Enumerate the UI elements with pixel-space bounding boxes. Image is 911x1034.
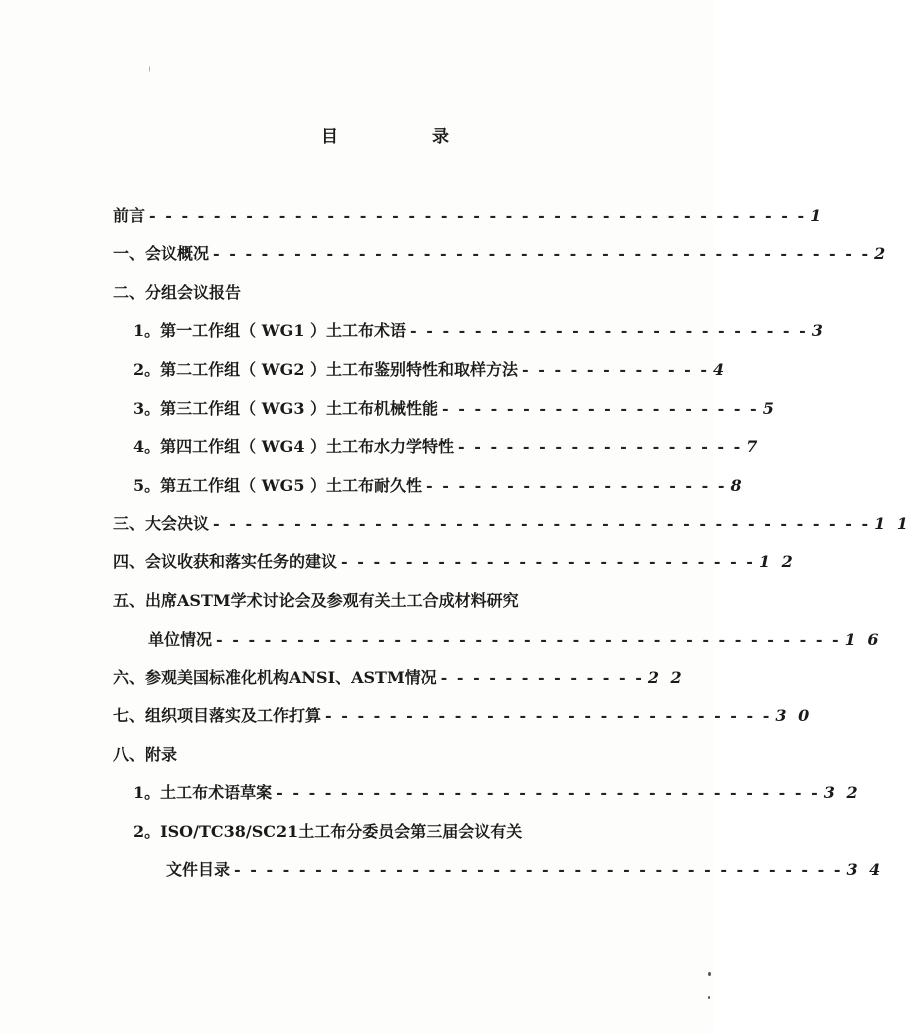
toc-entry-label: 四、会议收获和落实任务的建议 bbox=[113, 552, 338, 571]
toc-entry-label: 1。土工布术语草案 bbox=[133, 783, 273, 802]
toc-entry bbox=[113, 742, 618, 768]
toc-entry bbox=[113, 549, 796, 575]
leader-dashes: - - - - - - - - - - - - - bbox=[440, 668, 644, 687]
leader-dashes: - - - - - - - - - - - - - - - - - - - - bbox=[442, 399, 759, 418]
scan-speck bbox=[708, 996, 710, 999]
toc-entry-page: 1 1 bbox=[874, 514, 911, 533]
toc-entry-page: 8 bbox=[730, 476, 745, 495]
toc-entry-page: 3 bbox=[811, 321, 826, 340]
toc-entry-page: 5 bbox=[762, 399, 777, 418]
toc-entry-label: 5。第五工作组（ WG5 ）土工布耐久性 bbox=[133, 476, 423, 495]
scan-speck bbox=[708, 972, 711, 976]
toc-entry bbox=[113, 203, 825, 229]
leader-dashes: - - - - - - - - - - - - - - - - - - - - - - - - - - - - - - - - - - - - - - - - - bbox=[149, 206, 807, 225]
toc-entry-label: 前言 bbox=[113, 206, 146, 225]
toc-entry bbox=[133, 396, 777, 422]
toc-entry bbox=[113, 241, 889, 267]
leader-dashes: - - - - - - - - - - - - - - - - - - - - - - - - - - bbox=[341, 552, 755, 571]
leader-dashes: - - - - - - - - - - - - - - - - - - - - - - - - - - - - - - - - - - - - - - - - - bbox=[213, 244, 871, 263]
leader-dashes: - - - - - - - - - - - - - - - - - - - - - - - - - - - - - - - - - - - - - - - - - bbox=[213, 514, 871, 533]
toc-entry bbox=[166, 857, 884, 883]
toc-entry-label: 五、出席ASTM学术讨论会及参观有关土工合成材料研究 bbox=[113, 591, 519, 610]
toc-entry bbox=[113, 588, 618, 614]
toc-entry bbox=[133, 357, 728, 383]
toc-entry-label: 七、组织项目落实及工作打算 bbox=[113, 706, 322, 725]
toc-title bbox=[0, 122, 713, 152]
toc-entry-label: 六、参观美国标准化机构ANSI、ASTM情况 bbox=[113, 668, 437, 687]
toc-entry-label: 八、附录 bbox=[113, 745, 178, 764]
leader-dashes: - - - - - - - - - - - - - - - - - - - - - - - - - - - - - - - - - - - - - - - bbox=[216, 630, 841, 649]
toc-entry bbox=[133, 473, 745, 499]
toc-entry-page: 1 6 bbox=[844, 630, 882, 649]
toc-entry bbox=[133, 780, 861, 806]
leader-dashes: - - - - - - - - - - - - - - - - - - - bbox=[426, 476, 727, 495]
toc-entry bbox=[113, 665, 685, 691]
toc-entry-label: 文件目录 bbox=[166, 860, 231, 879]
toc-entry-page: 4 bbox=[713, 360, 728, 379]
toc-entry-label: 4。第四工作组（ WG4 ）土工布水力学特性 bbox=[133, 437, 455, 456]
toc-entry-page: 2 bbox=[874, 244, 889, 263]
leader-dashes: - - - - - - - - - - - - - - - - - - - - - - - - - - - - - - - - - - bbox=[276, 783, 820, 802]
title-char-left: 目 bbox=[321, 127, 339, 147]
leader-dashes: - - - - - - - - - - - - - - - - - - bbox=[458, 437, 743, 456]
toc-entry bbox=[113, 511, 911, 537]
leader-dashes: - - - - - - - - - - - - bbox=[522, 360, 710, 379]
toc-entry-page: 3 4 bbox=[846, 860, 884, 879]
leader-dashes: - - - - - - - - - - - - - - - - - - - - - - - - - bbox=[410, 321, 808, 340]
toc-entry-page: 2 2 bbox=[647, 668, 685, 687]
toc-entry-label: 单位情况 bbox=[148, 630, 213, 649]
toc-entry-page: 7 bbox=[746, 437, 761, 456]
toc-entry-page: 1 bbox=[810, 206, 825, 225]
toc-entry-page: 3 0 bbox=[775, 706, 813, 725]
toc-entry-label: 3。第三工作组（ WG3 ）土工布机械性能 bbox=[133, 399, 439, 418]
toc-entry bbox=[113, 280, 603, 306]
toc-entry-label: 1。第一工作组（ WG1 ）土工布术语 bbox=[133, 321, 407, 340]
toc-entry bbox=[133, 819, 618, 845]
toc-entry-label: 三、大会决议 bbox=[113, 514, 210, 533]
scan-speck bbox=[149, 66, 150, 72]
toc-entry bbox=[133, 318, 826, 344]
toc-entry-label: 2。ISO/TC38/SC21土工布分委员会第三届会议有关 bbox=[133, 822, 523, 841]
toc-entry-label: 二、分组会议报告 bbox=[113, 283, 242, 302]
toc-entry bbox=[148, 627, 882, 653]
toc-entry bbox=[113, 703, 813, 729]
toc-entry-page: 3 2 bbox=[823, 783, 861, 802]
toc-entry-label: 一、会议概况 bbox=[113, 244, 210, 263]
leader-dashes: - - - - - - - - - - - - - - - - - - - - - - - - - - - - - - - - - - - - - - bbox=[234, 860, 843, 879]
title-char-right: 录 bbox=[432, 127, 450, 147]
toc-entry-page: 1 2 bbox=[758, 552, 796, 571]
toc-entry bbox=[133, 434, 761, 460]
leader-dashes: - - - - - - - - - - - - - - - - - - - - - - - - - - - - bbox=[325, 706, 772, 725]
toc-entry-label: 2。第二工作组（ WG2 ）土工布鉴别特性和取样方法 bbox=[133, 360, 519, 379]
